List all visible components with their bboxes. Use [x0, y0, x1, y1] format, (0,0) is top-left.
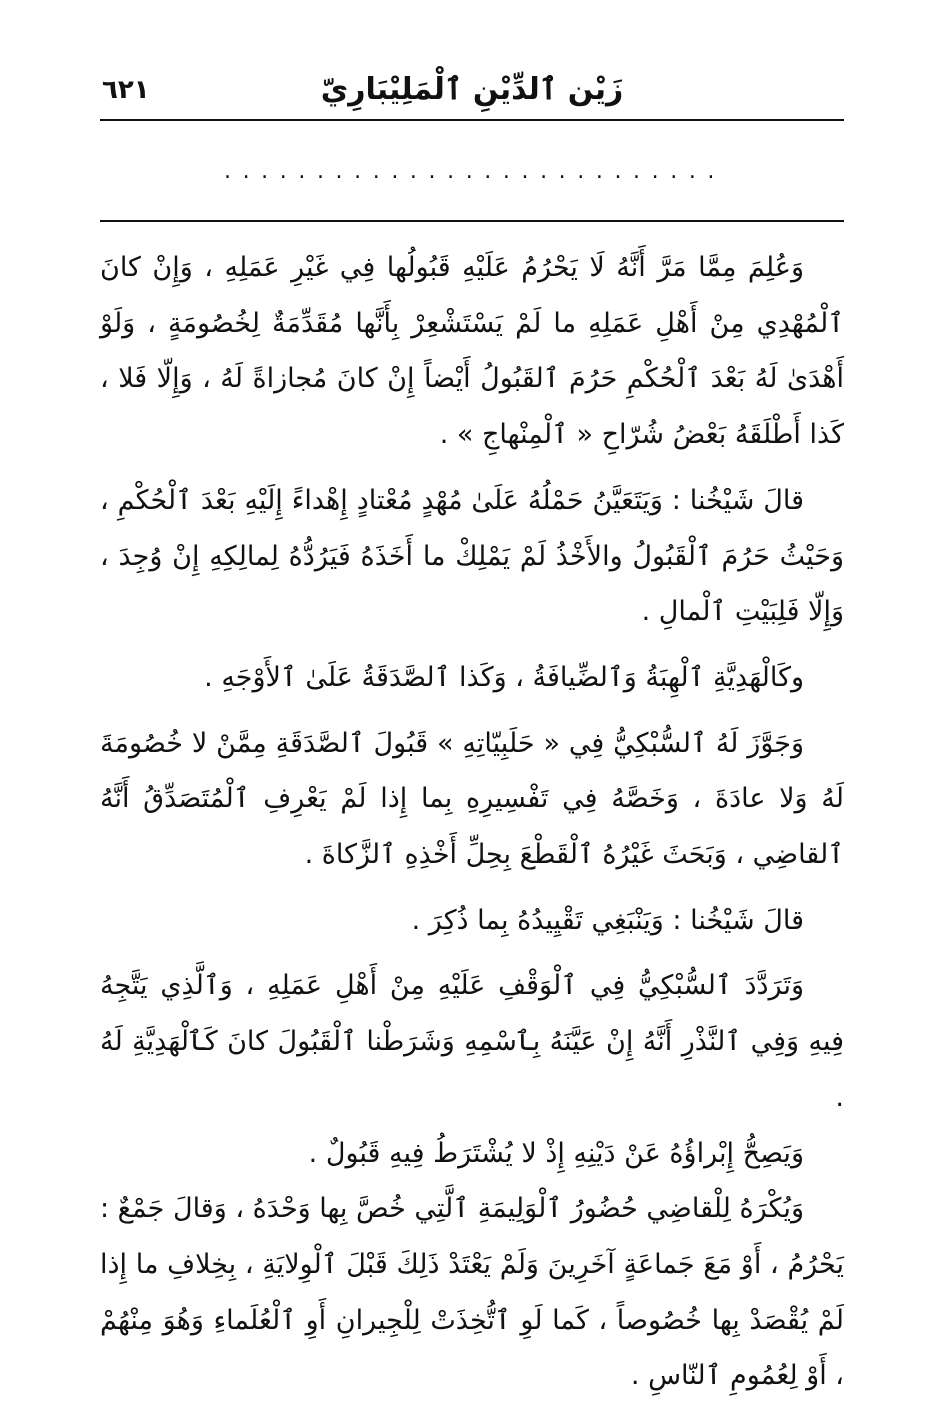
paragraph-2: قالَ شَيْخُنا : وَيَتَعَيَّنُ حَمْلُهُ عَلَىٰ مُهْدٍ مُعْتادٍ إِهْداءً إِلَيْهِ بَعْدَ ٱلْحُكْمِ ، وَحَيْثُ حَرُمَ ٱلْقَبُولُ والأَخْذُ لَمْ يَمْلِكْ ما أَخَذَهُ فَيَرُدُّهُ لِمالِكِهِ إِنْ وُجِدَ ، وَإِلّا فَلِبَيْتِ ٱلْمالِ . [100, 484, 844, 628]
page-header [100, 62, 844, 112]
paragraph-3: وكَالْهَدِيَّةِ ٱلْهِبَةُ وَٱلضِّيافَةُ ، وَكَذا ٱلصَّدَقَةُ عَلَىٰ ٱلأَوْجَهِ . [204, 661, 804, 693]
header-divider [100, 119, 844, 121]
paragraph-1: وَعُلِمَ مِمَّا مَرَّ أَنَّهُ لَا يَحْرُمُ عَلَيْهِ قَبُولُها فِي غَيْرِ عَمَلِهِ ، وَإِنْ كانَ ٱلْمُهْدِي مِنْ أَهْلِ عَمَلِهِ ما لَمْ يَسْتَشْعِرْ بِأَنَّها مُقَدِّمَةٌ لِخُصُومَةٍ ، وَلَوْ أَهْدَىٰ لَهُ بَعْدَ ٱلْحُكْمِ حَرُمَ ٱلقَبُولُ أَيْضاً إِنْ كانَ مُجازاةً لَهُ ، وَإِلّا فَلا ، كَذا أَطْلَقَهُ بَعْضُ شُرّاحِ « ٱلْمِنْهاجِ » . [100, 252, 844, 451]
page-number: ٦٢١ [102, 75, 150, 105]
running-title: زَيْن ٱلدِّيْنِ ٱلْمَلِيْبَارِيّ [320, 72, 624, 107]
paragraph-6: وَتَرَدَّدَ ٱلسُّبْكِيُّ فِي ٱلْوَقْفِ عَلَيْهِ مِنْ أَهْلِ عَمَلِهِ ، وَٱلَّذِي يَتَّجِهُ فِيهِ وَفِي ٱلنَّذْرِ أَنَّهُ إِنْ عَيَّنَهُ بِٱسْمِهِ وَشَرَطْنا ٱلْقَبُولَ كانَ كَٱلْهَدِيَّةِ لَهُ . [100, 970, 844, 1113]
omission-dots: ........................... [223, 159, 726, 184]
paragraph-7: وَيَصِحُّ إِبْراؤُهُ عَنْ دَيْنِهِ إِذْ لا يُشْتَرَطُ فِيهِ قَبُولٌ . [308, 1137, 804, 1169]
paragraph-4: وَجَوَّزَ لَهُ ٱلسُّبْكِيُّ فِي « حَلَبِيّاتِهِ » قَبُولَ ٱلصَّدَقَةِ مِمَّنْ لا خُصُومَةَ لَهُ وَلا عادَةَ ، وَخَصَّهُ فِي تَفْسِيرِهِ بِما إِذا لَمْ يَعْرِفِ ٱلْمُتَصَدِّقُ أَنَّهُ ٱلقاضِي ، وَبَحَثَ غَيْرُهُ ٱلْقَطْعَ بِحِلِّ أَخْذِهِ ٱلزَّكاةَ . [100, 727, 844, 871]
body-text [100, 240, 844, 1404]
section-divider [100, 220, 844, 222]
paragraph-5: قالَ شَيْخُنا : وَيَنْبَغِي تَقْيِيدُهُ بِما ذُكِرَ . [411, 904, 804, 936]
paragraph-8: وَيُكْرَهُ لِلْقاضِي حُضُورُ ٱلْوَلِيمَةِ ٱلَّتِي خُصَّ بِها وَحْدَهُ ، وَقالَ جَمْعٌ : يَحْرُمُ ، أَوْ مَعَ جَماعَةٍ آخَرِينَ وَلَمْ يَعْتَدْ ذَلِكَ قَبْلَ ٱلْوِلايَةِ ، بِخِلافِ ما إِذا لَمْ يُقْصَدْ بِها خُصُوصاً ، كَما لَوِ ٱتُّخِذَتْ لِلْجِيرانِ أَوِ ٱلْعُلَماءِ وَهُوَ مِنْهُمْ ، أَوْ لِعُمُومِ ٱلنّاسِ . [100, 1193, 844, 1392]
